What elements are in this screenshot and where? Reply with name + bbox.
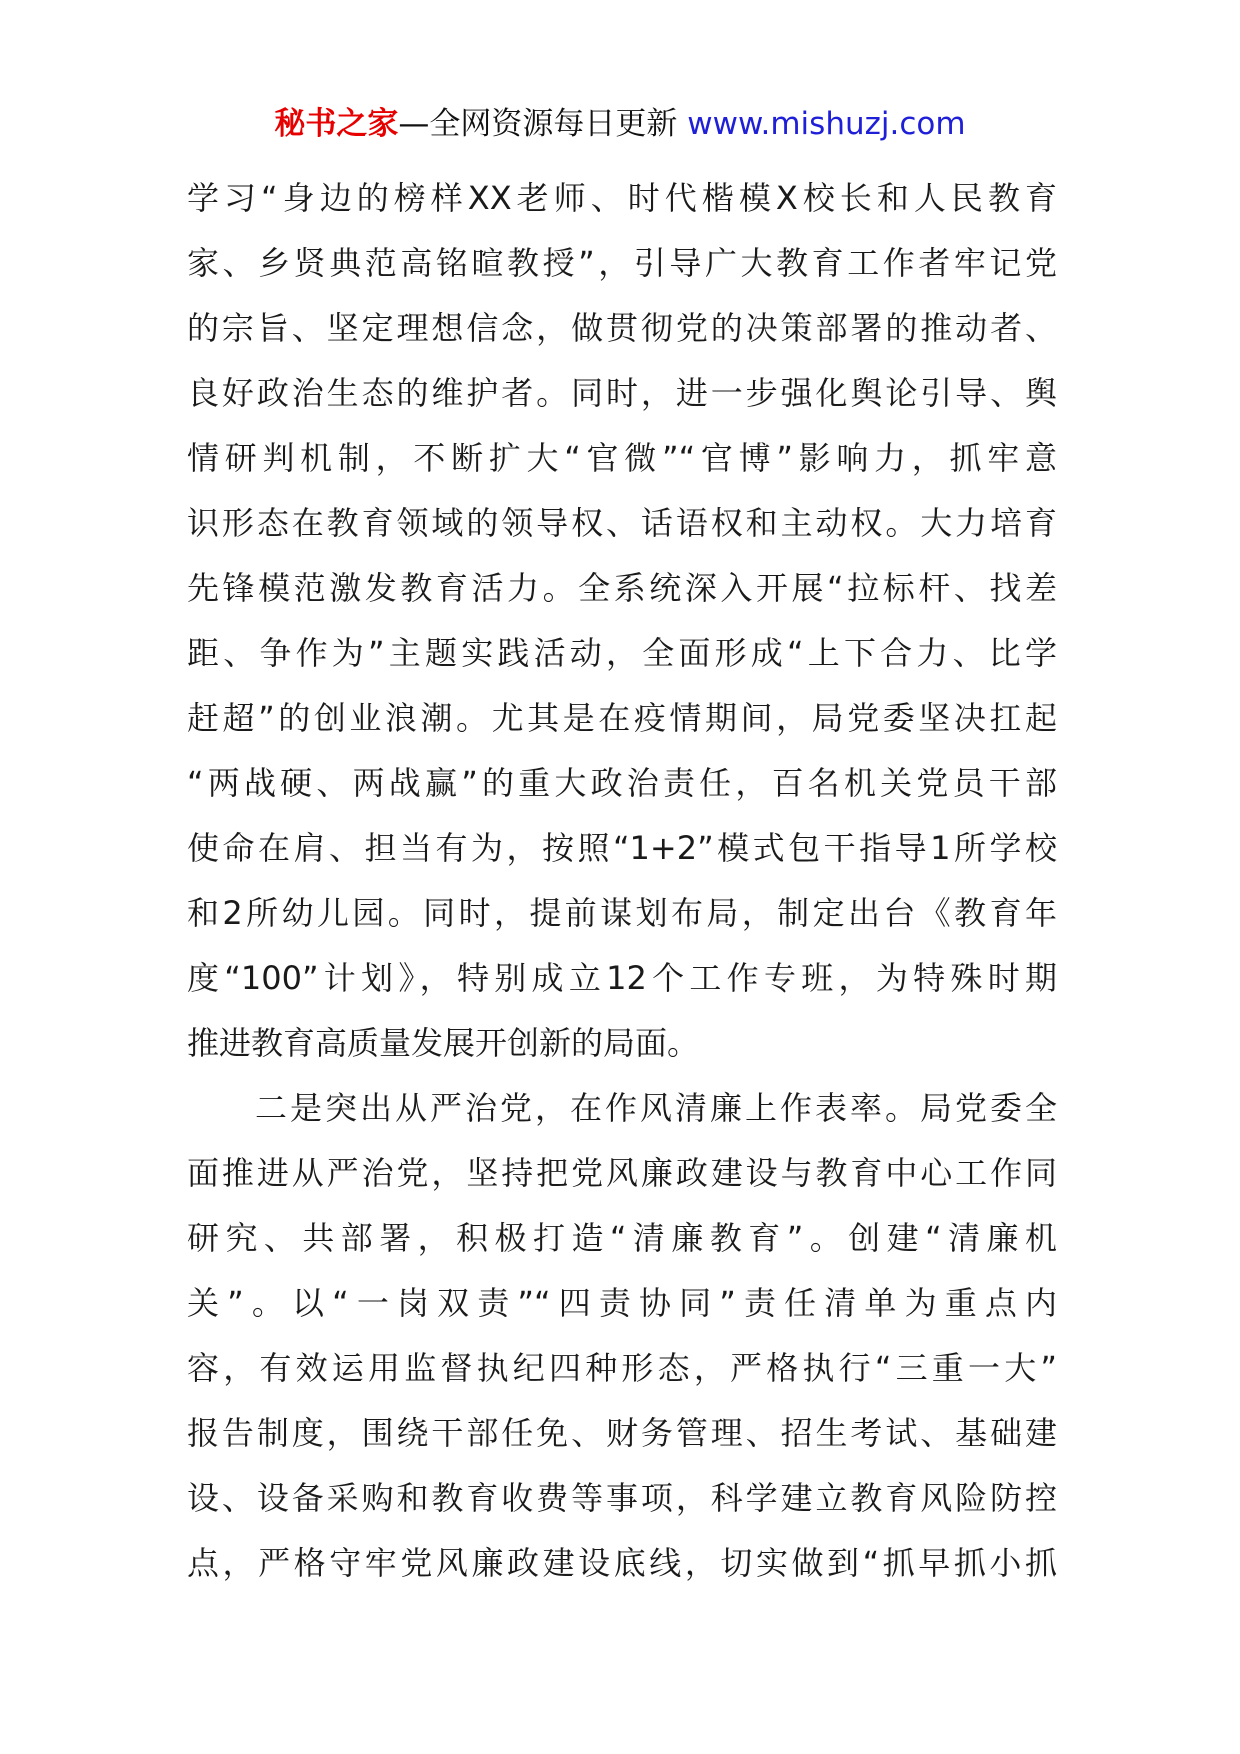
text-line: 点，严格守牢党风廉政建设底线，切实做到“抓早抓小抓 bbox=[187, 1544, 1057, 1582]
text-line: 关”。以“一岗双责”“四责协同”责任清单为重点内 bbox=[187, 1284, 1057, 1322]
header-url-link[interactable]: www.mishuzj.com bbox=[687, 106, 966, 142]
text-line: 的宗旨、坚定理想信念，做贯彻党的决策部署的推动者、 bbox=[187, 309, 1057, 347]
text-line: 家、乡贤典范高铭暄教授”，引导广大教育工作者牢记党 bbox=[187, 244, 1057, 282]
text-line: 良好政治生态的维护者。同时，进一步强化舆论引导、舆 bbox=[187, 374, 1057, 412]
page-header bbox=[0, 100, 1240, 148]
text-line: 报告制度，围绕干部任免、财务管理、招生考试、基础建 bbox=[187, 1414, 1057, 1452]
text-line: 和2所幼儿园。同时，提前谋划布局，制定出台《教育年 bbox=[187, 894, 1057, 932]
text-line: 推进教育高质量发展开创新的局面。 bbox=[187, 1024, 700, 1062]
text-line: 距、争作为”主题实践活动，全面形成“上下合力、比学 bbox=[187, 634, 1057, 672]
text-line: 容，有效运用监督执纪四种形态，严格执行“三重一大” bbox=[187, 1349, 1057, 1387]
text-line: 面推进从严治党，坚持把党风廉政建设与教育中心工作同 bbox=[187, 1154, 1057, 1192]
text-line: 赶超”的创业浪潮。尤其是在疫情期间，局党委坚决扛起 bbox=[187, 699, 1057, 737]
text-line: 先锋模范激发教育活力。全系统深入开展“拉标杆、找差 bbox=[187, 569, 1057, 607]
text-line: 设、设备采购和教育收费等事项，科学建立教育风险防控 bbox=[187, 1479, 1057, 1517]
paragraph-start-line: 二是突出从严治党，在作风清廉上作表率。局党委全 bbox=[255, 1089, 1057, 1127]
text-line: “两战硬、两战赢”的重大政治责任，百名机关党员干部 bbox=[187, 764, 1057, 802]
header-slogan: —全网资源每日更新 bbox=[398, 106, 678, 142]
text-line: 识形态在教育领域的领导权、话语权和主动权。大力培育 bbox=[187, 504, 1057, 542]
text-line: 度“100”计划》，特别成立12个工作专班，为特殊时期 bbox=[187, 959, 1057, 997]
brand-name: 秘书之家 bbox=[274, 106, 399, 142]
text-line: 使命在肩、担当有为，按照“1+2”模式包干指导1所学校 bbox=[187, 829, 1057, 867]
text-line: 学习“身边的榜样XX老师、时代楷模X校长和人民教育 bbox=[187, 179, 1057, 217]
text-line: 情研判机制，不断扩大“官微”“官博”影响力，抓牢意 bbox=[187, 439, 1057, 477]
document-body bbox=[187, 166, 1057, 1596]
text-line: 研究、共部署，积极打造“清廉教育”。创建“清廉机 bbox=[187, 1219, 1057, 1257]
